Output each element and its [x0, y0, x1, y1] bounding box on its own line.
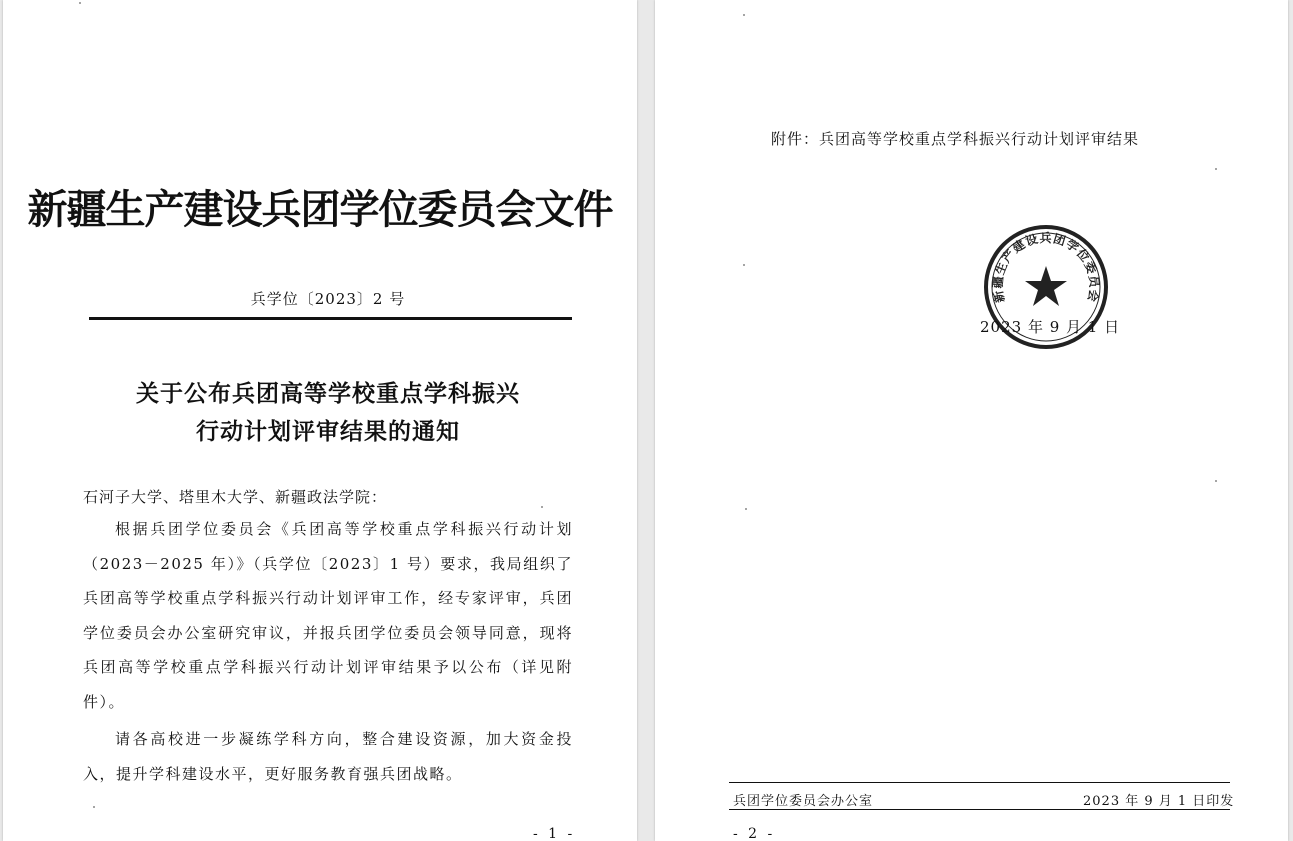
footer-issue-date: 2023 年 9 月 1 日印发 [1083, 794, 1235, 809]
document-page-1 [3, 0, 637, 841]
body-paragraph-2: 请各高校进一步凝练学科方向，整合建设资源，加大资金投入，提升学科建设水平，更好服务教育强兵团战略。 [83, 730, 573, 783]
footer-top-rule [729, 782, 1230, 783]
annex-heading: 附件：兵团高等学校重点学科振兴行动计划评审结果 [771, 130, 1140, 148]
scan-speck [93, 806, 95, 808]
page-number: - 1 - [533, 826, 576, 841]
body-paragraph-1: 根据兵团学位委员会《兵团高等学校重点学科振兴行动计划（2023－2025 年）》（兵学位〔2023〕1 号）要求，我局组织了兵团高等学校重点学科振兴行动计划评审工作，经专家评审，兵团学位委员会办公室研究审议，并报兵团学位委员会领导同意，现将兵团高等学校重点学科振兴行动计划评审结果予以公布（详见附件）。 [83, 520, 573, 711]
scan-speck [1215, 480, 1217, 482]
page-number: - 2 - [733, 826, 776, 841]
notice-title-line1: 关于公布兵团高等学校重点学科振兴 [136, 380, 520, 407]
document-number: 兵学位〔2023〕2 号 [250, 290, 406, 308]
scan-speck [745, 508, 747, 510]
scan-speck [541, 506, 543, 508]
notice-title-line2: 行动计划评审结果的通知 [196, 418, 460, 445]
addressees: 石河子大学、塔里木大学、新疆政法学院： [83, 488, 388, 506]
footer-bottom-rule [729, 809, 1230, 810]
seal-date: 2023 年 9 月 1 日 [980, 318, 1121, 336]
scan-speck [79, 2, 81, 4]
masthead-title: 新疆生产建设兵团学位委员会文件 [27, 186, 613, 233]
scan-speck [1215, 168, 1217, 170]
scan-speck [743, 264, 745, 266]
svg-text:新疆生产建设兵团学位委员会: 新疆生产建设兵团学位委员会 [990, 231, 1102, 304]
document-page-2 [655, 0, 1288, 841]
masthead-divider [89, 317, 572, 320]
scan-speck [743, 14, 745, 16]
footer-issuer: 兵团学位委员会办公室 [733, 794, 874, 809]
